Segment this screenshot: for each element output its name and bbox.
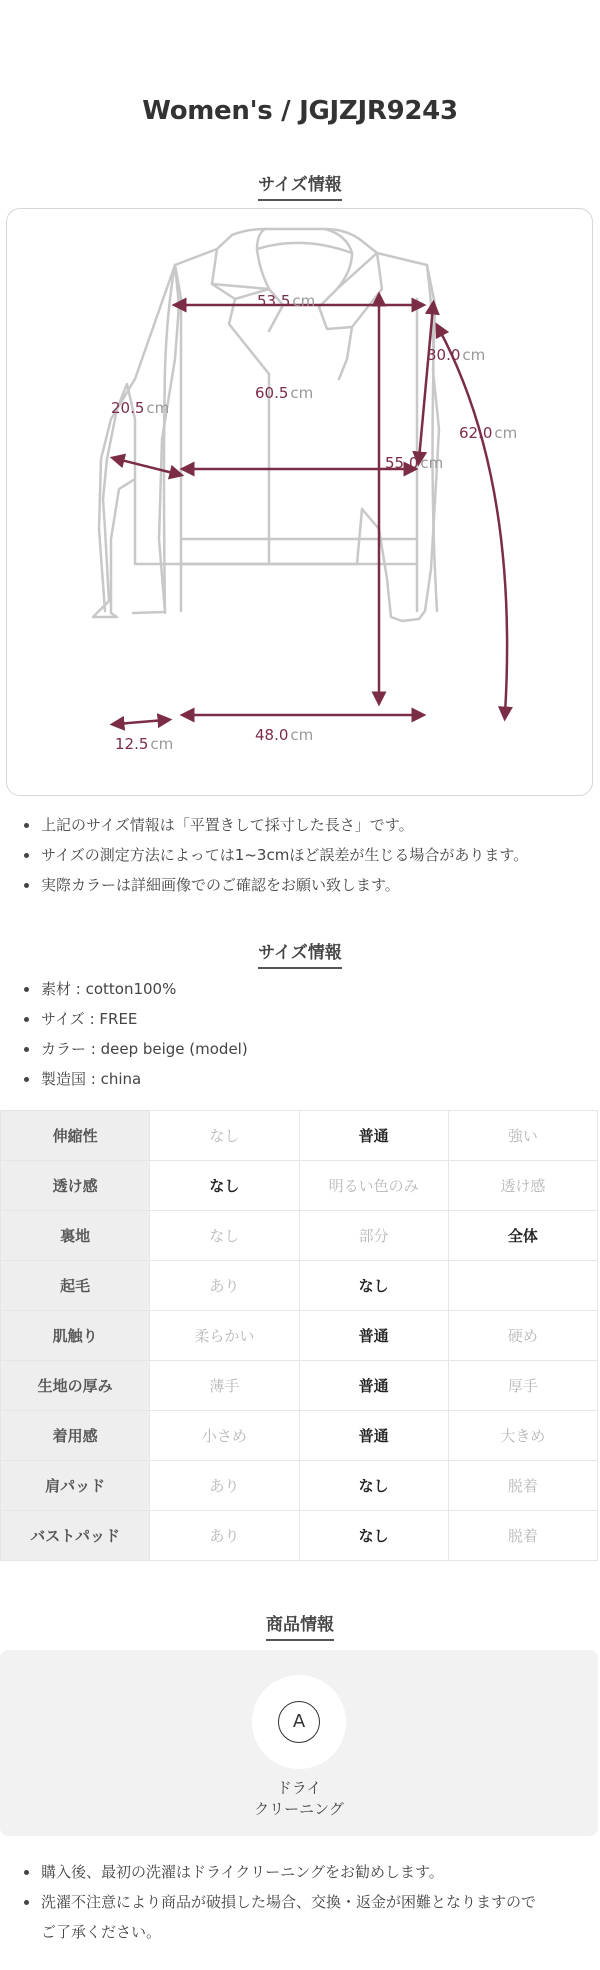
attribute-option: 透け感 xyxy=(448,1161,597,1211)
attribute-option-selected: 普通 xyxy=(299,1111,448,1161)
dry-clean-icon: A xyxy=(278,1701,320,1743)
attribute-option-selected: なし xyxy=(299,1461,448,1511)
size-notes-list xyxy=(0,810,600,900)
attribute-option xyxy=(448,1261,597,1311)
table-row xyxy=(1,1211,598,1261)
hem-measurement: 48.0 cm xyxy=(255,726,314,744)
armhole-measurement: 20.5 cm xyxy=(111,399,170,417)
spec-list xyxy=(0,974,600,1094)
attribute-label: 肩パッド xyxy=(1,1461,150,1511)
attribute-option: 厚手 xyxy=(448,1361,597,1411)
attribute-option: 小さめ xyxy=(150,1411,299,1461)
attribute-option: 強い xyxy=(448,1111,597,1161)
attribute-label: バストパッド xyxy=(1,1511,150,1561)
attribute-label: 透け感 xyxy=(1,1161,150,1211)
attribute-option: あり xyxy=(150,1461,299,1511)
attribute-label: 伸縮性 xyxy=(1,1111,150,1161)
cuff-measurement: 12.5 cm xyxy=(115,735,174,753)
product-notes-list xyxy=(0,1857,600,1947)
list-item-continuation: ご了承ください。 xyxy=(41,1923,162,1941)
list-item: 上記のサイズ情報は「平置きして採寸した長さ」です。 xyxy=(0,810,600,840)
care-label: ドライ クリーニング xyxy=(254,1779,344,1818)
attribute-option: 明るい色のみ xyxy=(299,1161,448,1211)
table-row xyxy=(1,1361,598,1411)
attribute-option-selected: なし xyxy=(299,1261,448,1311)
table-row xyxy=(1,1111,598,1161)
attribute-option: 部分 xyxy=(299,1211,448,1261)
attribute-option: 柔らかい xyxy=(150,1311,299,1361)
attribute-option: 脱着 xyxy=(448,1461,597,1511)
list-item: 製造国 : china xyxy=(0,1064,600,1094)
attribute-option-selected: 普通 xyxy=(299,1311,448,1361)
attribute-label: 起毛 xyxy=(1,1261,150,1311)
product-title: Women's / JGJZJR9243 xyxy=(142,96,458,126)
attribute-label: 着用感 xyxy=(1,1411,150,1461)
attribute-option: 脱着 xyxy=(448,1511,597,1561)
attribute-option: なし xyxy=(150,1111,299,1161)
attribute-option-selected: なし xyxy=(150,1161,299,1211)
attribute-label: 生地の厚み xyxy=(1,1361,150,1411)
length-measurement: 55.0 cm xyxy=(385,454,444,472)
table-row xyxy=(1,1461,598,1511)
table-row xyxy=(1,1411,598,1461)
attribute-option-selected: 普通 xyxy=(299,1411,448,1461)
list-item: 素材 : cotton100% xyxy=(0,974,600,1004)
attribute-option: あり xyxy=(150,1261,299,1311)
sleeve-measurement: 62.0 cm xyxy=(459,424,518,442)
list-item: サイズの測定方法によっては1~3cmほど誤差が生じる場合があります。 xyxy=(0,840,600,870)
list-item: 洗濯不注意により商品が破損した場合、交換・返金が困難となりますので xyxy=(0,1887,600,1917)
list-item: 購入後、最初の洗濯はドライクリーニングをお勧めします。 xyxy=(0,1857,600,1887)
list-item: カラー : deep beige (model) xyxy=(0,1034,600,1064)
care-instructions-panel xyxy=(0,1650,598,1836)
attribute-option-selected: 全体 xyxy=(448,1211,597,1261)
table-row xyxy=(1,1261,598,1311)
list-item: 実際カラーは詳細画像でのご確認をお願い致します。 xyxy=(0,870,600,900)
list-item: サイズ : FREE xyxy=(0,1004,600,1034)
attribute-option-selected: 普通 xyxy=(299,1361,448,1411)
attribute-label: 裏地 xyxy=(1,1211,150,1261)
table-row xyxy=(1,1511,598,1561)
attribute-option: なし xyxy=(150,1211,299,1261)
table-row xyxy=(1,1311,598,1361)
attribute-option: 薄手 xyxy=(150,1361,299,1411)
product-info-heading: 商品情報 xyxy=(0,1610,600,1641)
size-info-heading: サイズ情報 xyxy=(0,170,600,201)
attribute-option: あり xyxy=(150,1511,299,1561)
attribute-option: 硬め xyxy=(448,1311,597,1361)
sleeve-upper-measurement: 30.0 cm xyxy=(427,346,486,364)
attribute-label: 肌触り xyxy=(1,1311,150,1361)
spec-heading: サイズ情報 xyxy=(0,938,600,969)
attribute-option-selected: なし xyxy=(299,1511,448,1561)
waist-measurement: 60.5 cm xyxy=(255,384,314,402)
attribute-option: 大きめ xyxy=(448,1411,597,1461)
size-diagram xyxy=(6,208,593,796)
chest-measurement: 53.5 cm xyxy=(257,292,316,310)
fabric-attributes-table xyxy=(0,1110,598,1561)
table-row xyxy=(1,1161,598,1211)
care-symbol-badge xyxy=(252,1675,346,1769)
